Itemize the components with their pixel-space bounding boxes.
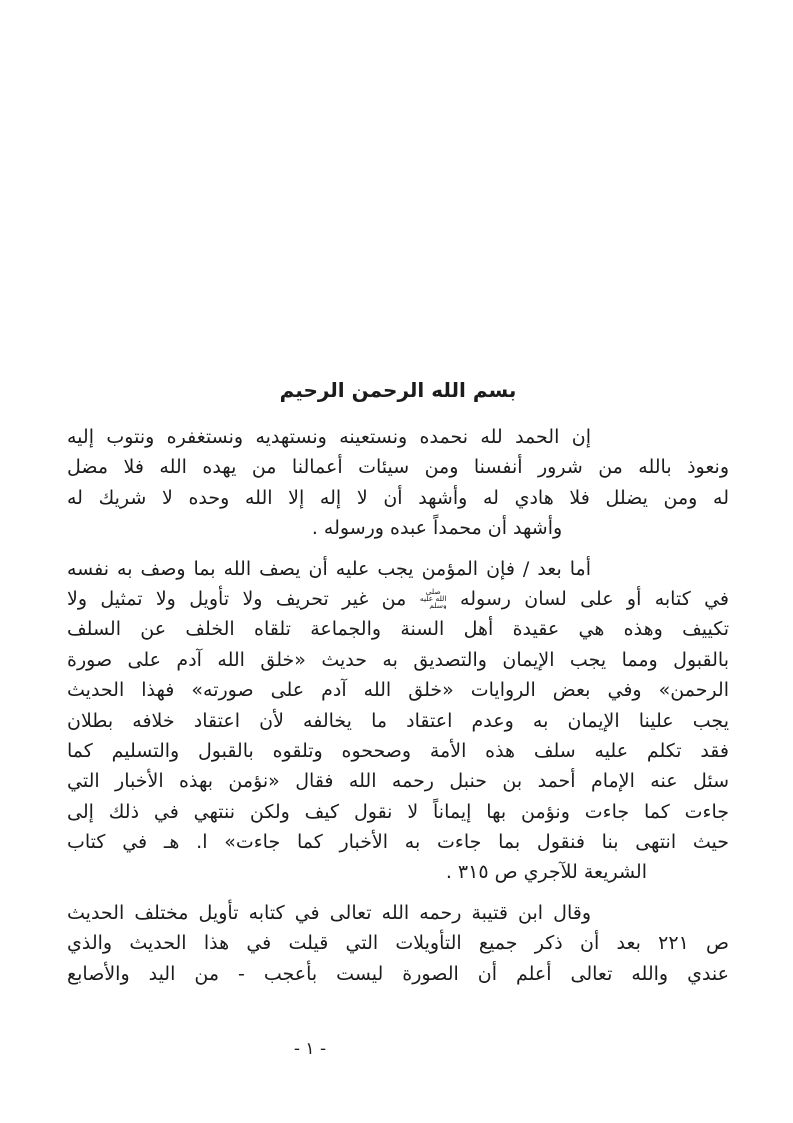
paragraph-creed [67, 554, 729, 888]
paragraph-line: تكييف وهذه هي عقيدة أهل السنة والجماعة تلقاه الخلف عن السلف [67, 618, 729, 641]
line-text: في كتابه أو على لسان رسوله [460, 587, 729, 610]
paragraph-line: له ومن يضلل فلا هادي له وأشهد أن لا إله إلا الله وحده لا شريك له [67, 486, 729, 509]
paragraph-line: إن الحمد لله نحمده ونستعينه ونستهديه ونستغفره ونتوب إليه [67, 426, 591, 448]
paragraph-line: يجب علينا الإيمان به وعدم اعتقاد ما يخالفه لأن اعتقاد خلافه بطلان [67, 709, 729, 732]
paragraph-line: فقد تكلم عليه سلف هذه الأمة وصححوه وتلقوه بالقبول والتسليم كما [67, 739, 729, 762]
page-number: - ١ - [293, 1039, 327, 1059]
paragraph-line: ونعوذ بالله من شرور أنفسنا ومن سيئات أعمالنا من يهده الله فلا مضل [67, 456, 729, 479]
paragraph-line: عندي والله تعالى أعلم أن الصورة ليست بأعجب - من اليد والأصابع [67, 962, 729, 985]
paragraph-line: وأشهد أن محمداً عبده ورسوله . [311, 517, 563, 540]
paragraph-line: سئل عنه الإمام أحمد بن حنبل رحمه الله فقال «نؤمن بهذه الأخبار التي [67, 770, 729, 793]
paragraph-line: حيث انتهى بنا فنقول بما جاءت به الأخبار كما جاءت» ا. هـ في كتاب [67, 831, 729, 854]
paragraph-line: جاءت كما جاءت ونؤمن بها إيماناً لا نقول كيف ولكن ننتهي في ذلك إلى [67, 800, 729, 823]
paragraph-line: وقال ابن قتيبة رحمه الله تعالى في كتابه تأويل مختلف الحديث [67, 901, 591, 924]
paragraph-ibn-qutaybah [67, 898, 729, 989]
paragraph-line: الرحمن» وفي بعض الروايات «خلق الله آدم على صورته» فهذا الحديث [67, 679, 729, 702]
paragraph-line: أما بعد / فإن المؤمن يجب عليه أن يصف الله بما وصف به نفسه [67, 557, 591, 580]
line-text: من غير تحريف ولا تأويل ولا تمثيل ولا [67, 587, 407, 610]
paragraph-line [67, 584, 729, 614]
paragraph-khutbah [67, 422, 729, 544]
paragraph-line: الشريعة للآجري ص ٣١٥ . [445, 861, 647, 884]
pbuh-symbol: صلى الله عليه وسلم [419, 587, 447, 609]
paragraph-line: ص ٢٢١ بعد أن ذكر جميع التأويلات التي قيلت في هذا الحديث والذي [67, 932, 729, 955]
basmala-heading: بسم الله الرحمن الرحيم [279, 378, 517, 402]
text-block [67, 374, 729, 999]
paragraph-line: بالقبول ومما يجب الإيمان والتصديق به حديث «خلق الله آدم على صورة [67, 648, 729, 671]
